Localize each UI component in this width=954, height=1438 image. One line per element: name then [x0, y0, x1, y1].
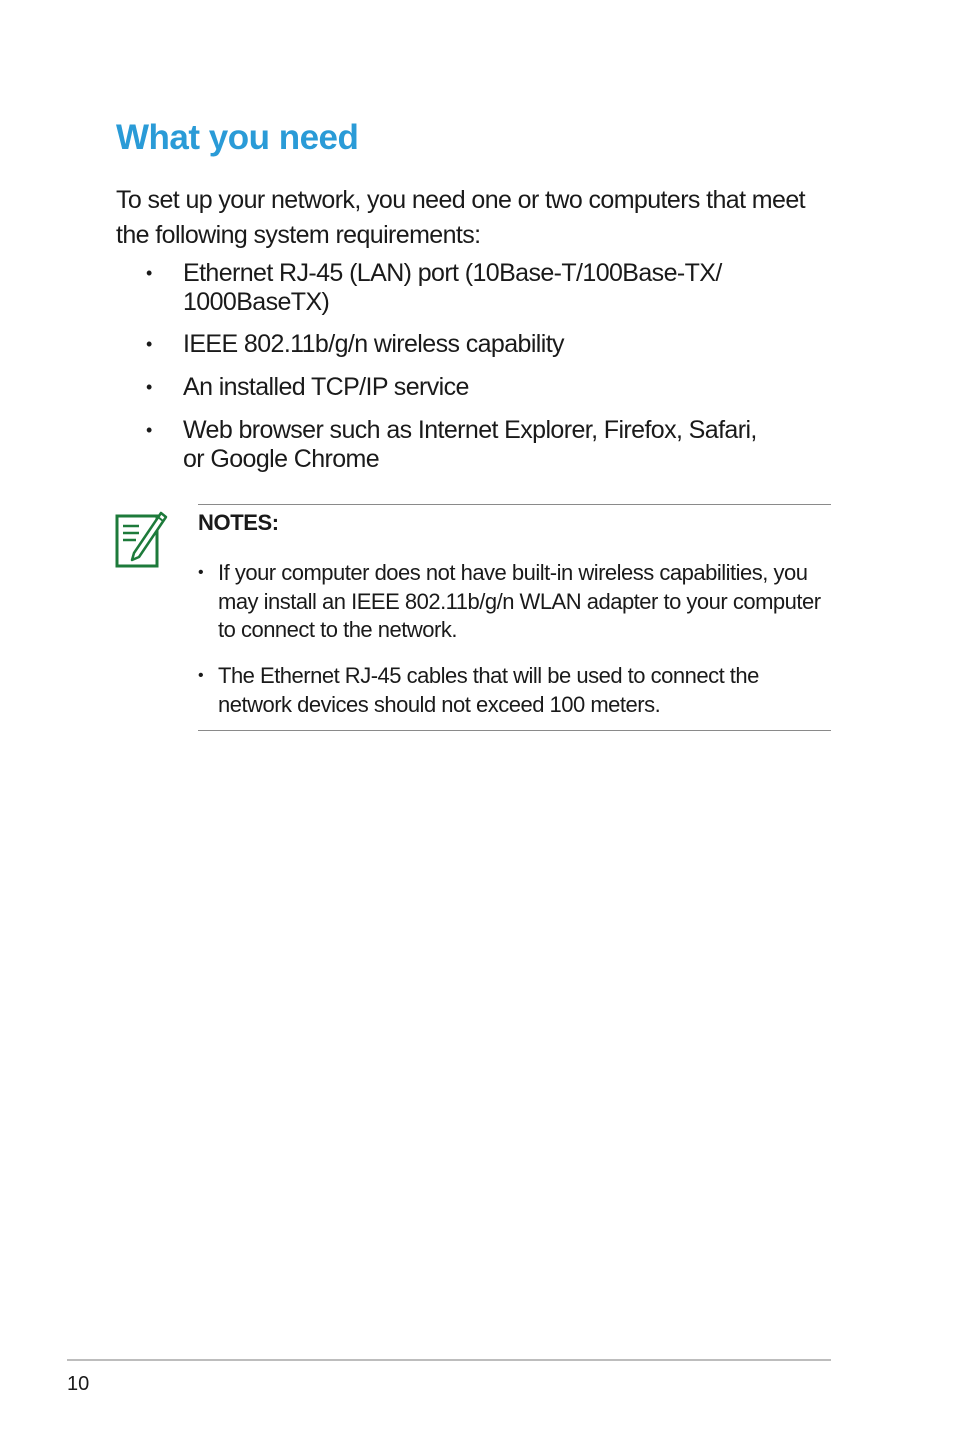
- bullet: •: [198, 667, 204, 684]
- bullet: •: [146, 420, 152, 440]
- bullet: •: [146, 263, 152, 283]
- requirement-text: IEEE 802.11b/g/n wireless capability: [183, 330, 564, 358]
- note-text: If your computer does not have built-in wireless capabilities, you may install an IEEE 802.11b/g/n WLAN adapter to your computer to connect to the network.: [218, 560, 821, 642]
- intro-paragraph: To set up your network, you need one or two computers that meet the following system requirements:: [116, 186, 805, 249]
- note-pencil-icon: [114, 509, 168, 569]
- requirement-text: Web browser such as Internet Explorer, Firefox, Safari, or Google Chrome: [183, 416, 757, 473]
- footer-rule: [67, 1359, 831, 1361]
- notes-bottom-rule: [198, 730, 831, 731]
- page-number: 10: [67, 1373, 90, 1395]
- requirement-text: Ethernet RJ-45 (LAN) port (10Base-T/100Base-TX/ 1000BaseTX): [183, 259, 722, 316]
- page-title: What you need: [116, 118, 359, 157]
- notes-top-rule: [198, 504, 831, 505]
- notes-heading: NOTES:: [198, 510, 279, 535]
- bullet: •: [146, 334, 152, 354]
- bullet: •: [198, 564, 204, 581]
- note-text: The Ethernet RJ-45 cables that will be used to connect the network devices should not exceed 100 meters.: [218, 663, 759, 717]
- requirement-text: An installed TCP/IP service: [183, 373, 469, 401]
- bullet: •: [146, 377, 152, 397]
